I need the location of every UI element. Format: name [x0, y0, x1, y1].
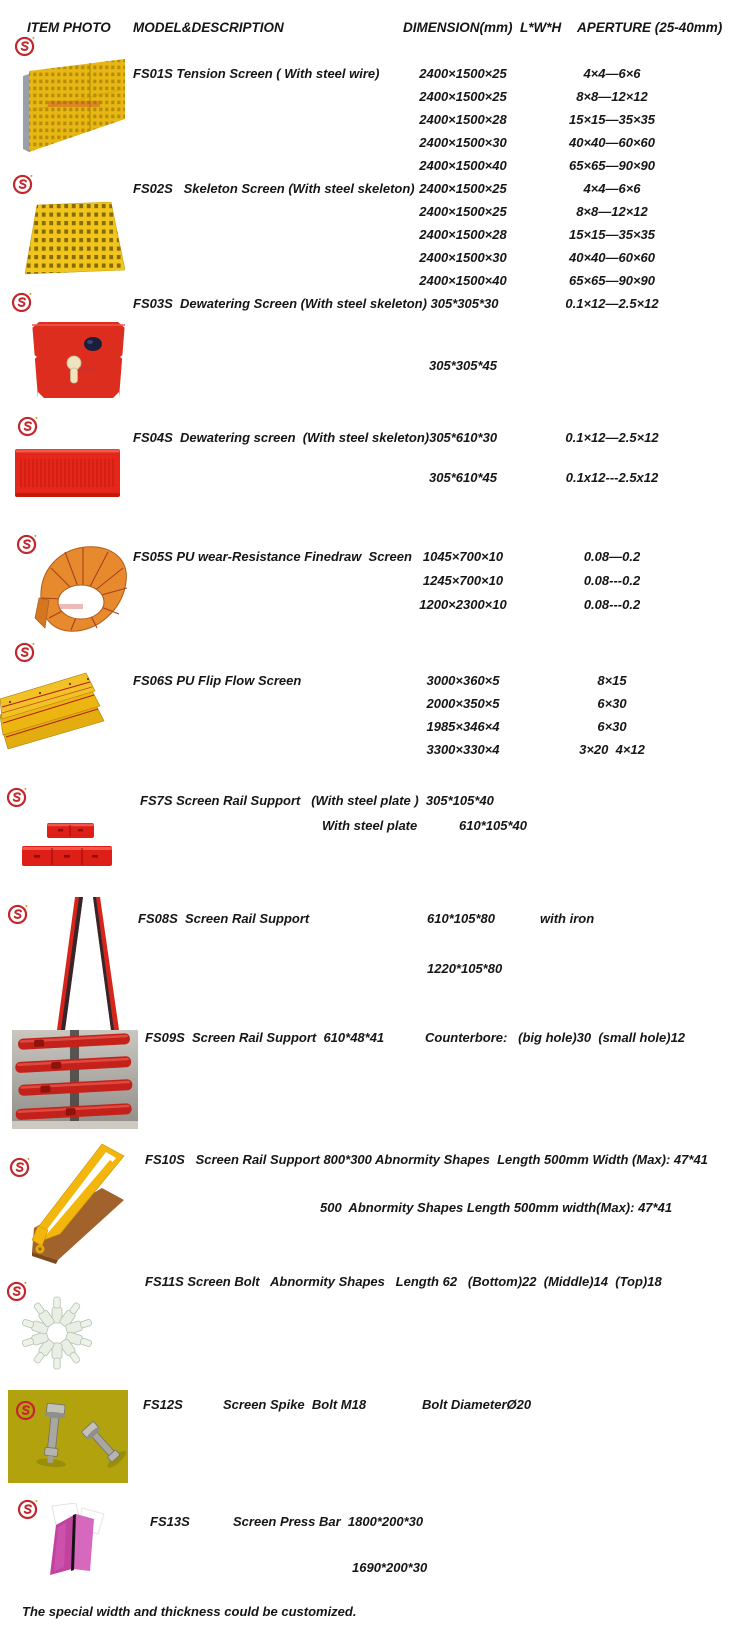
- fs05s-dim-3: 1200×2300×10: [419, 597, 507, 612]
- fs06s-aperture-1: 8×15: [597, 673, 627, 688]
- footer-note: The special width and thickness could be customized.: [22, 1604, 357, 1619]
- fs01s-dim-1: 2400×1500×25: [419, 66, 507, 81]
- fs08s-note: with iron: [540, 911, 595, 926]
- fs02s-title: FS02S Skeleton Screen (With steel skeleton): [133, 181, 415, 196]
- fs02s-dim-1: 2400×1500×25: [419, 181, 507, 196]
- fs05s-aperture-3: 0.08---0.2: [583, 597, 641, 612]
- fs04s-dim-2: 305*610*45: [429, 470, 497, 485]
- fs01s-dim-2: 2400×1500×25: [419, 89, 507, 104]
- fs05s-dim-2: 1245×700×10: [422, 573, 504, 588]
- brand-logo-icon: [6, 786, 28, 808]
- fs04s-aperture-2: 0.1x12---2.5x12: [565, 470, 659, 485]
- fs13s-model: FS13S: [150, 1514, 190, 1529]
- fs06s-dim-1: 3000×360×5: [426, 673, 500, 688]
- fs09s-title: FS09S Screen Rail Support 610*48*41: [145, 1030, 385, 1045]
- fs01s-title: FS01S Tension Screen ( With steel wire): [133, 66, 380, 81]
- fs06s-aperture-3: 6×30: [597, 719, 627, 734]
- fs01s-aperture-4: 40×40—60×60: [568, 135, 656, 150]
- brand-logo-icon: [14, 35, 36, 57]
- fs03s-dim-2: 305*305*45: [429, 358, 497, 373]
- fs12s-model: FS12S: [143, 1397, 183, 1412]
- column-header-dimension: DIMENSION(mm) L*W*H: [403, 20, 562, 35]
- fs11s-line1: FS11S Screen Bolt Abnormity Shapes Length 62 (Bottom)22 (Middle)14 (Top)18: [145, 1274, 662, 1289]
- fs02s-dim-4: 2400×1500×30: [419, 250, 507, 265]
- fs02s-aperture-1: 4×4—6×6: [583, 181, 641, 196]
- fs08s-title: FS08S Screen Rail Support: [138, 911, 310, 926]
- fs08s-dim-1: 610*105*80: [427, 911, 495, 926]
- fs12s-desc: Screen Spike Bolt M18: [223, 1397, 367, 1412]
- fs09s-spec: Counterbore: (big hole)30 (small hole)12: [425, 1030, 686, 1045]
- fs10s-product-photo: [24, 1142, 126, 1264]
- fs02s-aperture-2: 8×8—12×12: [576, 204, 648, 219]
- fs06s-dim-4: 3300×330×4: [426, 742, 500, 757]
- fs02s-aperture-4: 40×40—60×60: [568, 250, 656, 265]
- fs13s-desc: Screen Press Bar 1800*200*30: [233, 1514, 424, 1529]
- fs01s-aperture-1: 4×4—6×6: [583, 66, 641, 81]
- fs01s-aperture-2: 8×8—12×12: [576, 89, 648, 104]
- fs05s-aperture-2: 0.08---0.2: [583, 573, 641, 588]
- brand-logo-icon: [17, 415, 39, 437]
- brand-logo-icon: [14, 641, 36, 663]
- fs01s-dim-4: 2400×1500×30: [419, 135, 507, 150]
- fs07s-product-photo: [20, 821, 115, 869]
- fs10s-line1: FS10S Screen Rail Support 800*300 Abnormity Shapes Length 500mm Width (Max): 47*41: [145, 1152, 708, 1167]
- fs01s-aperture-3: 15×15—35×35: [568, 112, 656, 127]
- fs03s-product-photo: [27, 317, 130, 400]
- fs09s-product-photo: [12, 1030, 138, 1129]
- fs04s-aperture-1: 0.1×12—2.5×12: [565, 430, 659, 445]
- fs04s-product-photo: [15, 449, 120, 497]
- fs03s-aperture-1: 0.1×12—2.5×12: [565, 296, 659, 311]
- fs05s-product-photo: [33, 542, 133, 635]
- fs02s-aperture-5: 65×65—90×90: [568, 273, 656, 288]
- fs06s-title: FS06S PU Flip Flow Screen: [133, 673, 302, 688]
- brand-logo-icon: [12, 173, 34, 195]
- brand-logo-icon: [7, 903, 29, 925]
- fs06s-dim-3: 1985×346×4: [426, 719, 500, 734]
- fs03s-title: FS03S Dewatering Screen (With steel skeleton) 305*305*30: [133, 296, 499, 311]
- fs08s-dim-2: 1220*105*80: [427, 961, 503, 976]
- fs06s-product-photo: [0, 671, 118, 751]
- column-header-model-description: MODEL&DESCRIPTION: [133, 20, 284, 35]
- fs07s-line2-label: With steel plate: [322, 818, 418, 833]
- fs13s-product-photo: [46, 1503, 108, 1582]
- fs04s-title: FS04S Dewatering screen (With steel skeleton)305*610*30: [133, 430, 498, 445]
- fs02s-dim-3: 2400×1500×28: [419, 227, 507, 242]
- fs11s-product-photo: [10, 1286, 106, 1380]
- brand-logo-icon: [15, 1399, 37, 1421]
- fs05s-aperture-1: 0.08—0.2: [583, 549, 641, 564]
- fs10s-line2: 500 Abnormity Shapes Length 500mm width(Max): 47*41: [320, 1200, 673, 1215]
- fs02s-aperture-3: 15×15—35×35: [568, 227, 656, 242]
- column-header-item-photo: ITEM PHOTO: [27, 20, 111, 35]
- fs13s-dim-2: 1690*200*30: [352, 1560, 428, 1575]
- fs01s-aperture-5: 65×65—90×90: [568, 158, 656, 173]
- fs02s-dim-5: 2400×1500×40: [419, 273, 507, 288]
- fs07s-line1: FS7S Screen Rail Support (With steel plate ) 305*105*40: [140, 793, 494, 808]
- fs05s-dim-1: 1045×700×10: [422, 549, 504, 564]
- brand-logo-icon: [11, 291, 33, 313]
- fs01s-product-photo: [20, 57, 126, 153]
- fs07s-line2-dim: 610*105*40: [459, 818, 527, 833]
- fs06s-dim-2: 2000×350×5: [426, 696, 500, 711]
- fs08s-product-photo: [57, 895, 124, 1030]
- fs02s-dim-2: 2400×1500×25: [419, 204, 507, 219]
- column-header-aperture: APERTURE (25-40mm): [577, 20, 723, 35]
- fs06s-aperture-2: 6×30: [597, 696, 627, 711]
- fs12s-spec: Bolt DiameterØ20: [422, 1397, 532, 1412]
- fs06s-aperture-4: 3×20 4×12: [579, 742, 645, 757]
- fs05s-title: FS05S PU wear-Resistance Finedraw Screen: [133, 549, 412, 564]
- fs01s-dim-5: 2400×1500×40: [419, 158, 507, 173]
- fs01s-dim-3: 2400×1500×28: [419, 112, 507, 127]
- brand-logo-icon: [17, 1498, 39, 1520]
- fs02s-product-photo: [25, 202, 125, 277]
